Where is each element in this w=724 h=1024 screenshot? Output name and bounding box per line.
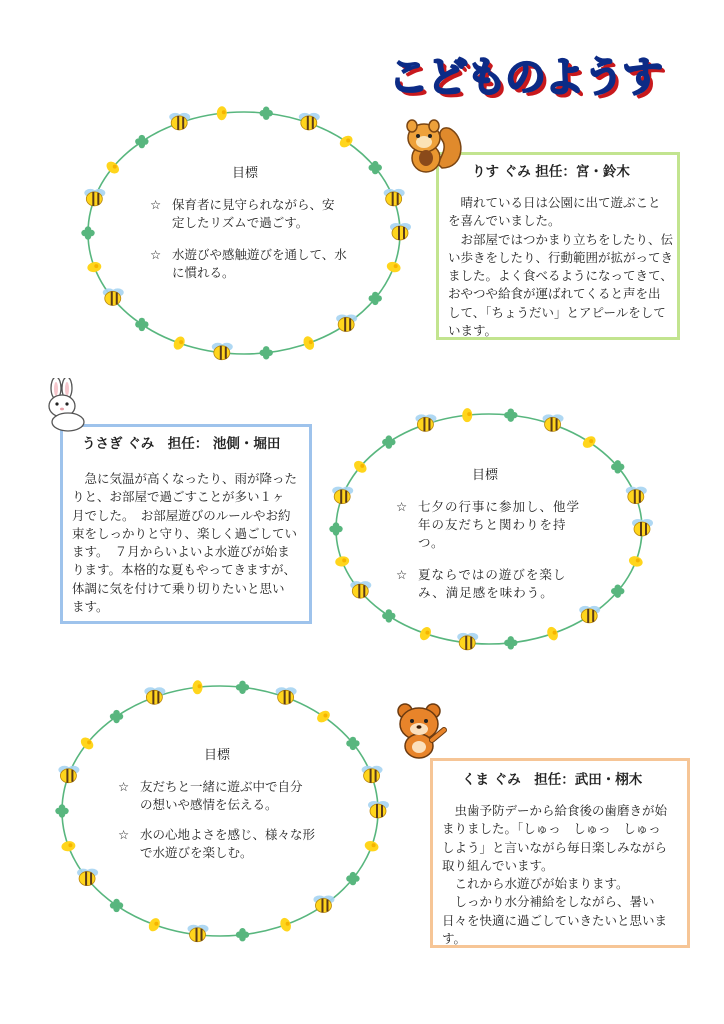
risu-body: 晴れている日は公園に出て遊ぶこと を喜んでいました。 お部屋ではつかまり立ちをしたり、伝 い歩きをしたり、行動範囲が拡がってき ました。よく食べるようになってきて、 おやつや給食が運ばれてくると声を出 して、「ちょうだい」とアピールをして います。 <box>448 195 674 339</box>
flower-icon <box>338 133 355 149</box>
bee-icon <box>368 801 389 818</box>
flower-icon <box>418 625 434 642</box>
flower-icon <box>363 839 379 853</box>
flower-icon <box>386 260 402 274</box>
bee-icon <box>626 487 647 504</box>
usagi-body: 急に気温が高くなったり、雨が降った りと、お部屋で過ごすことが多い１ヶ 月でした。 お部屋遊びのルールやお約 束をしっかりと守り、楽しく過ごしてい ます。 ７月からいよいよ水遊びが始ま ります。本格的な夏もやってきますが、 体調に気を付けて乗り切りたいと思い ます。 <box>72 471 298 615</box>
squirrel-icon <box>402 118 464 176</box>
flower-icon <box>61 840 77 852</box>
rabbit-icon <box>40 378 96 434</box>
bee-icon <box>457 633 478 650</box>
goal-item-risu-1: ☆ 保育者に見守られながら、安 定したリズムで過ごす。 <box>150 197 335 230</box>
flower-icon <box>217 106 227 120</box>
star-icon: ☆ <box>396 567 409 582</box>
goal-item-kuma-1: ☆ 友だちと一緒に遊ぶ中で自分 の想いや感情を伝える。 <box>118 779 303 812</box>
flower-icon <box>628 555 644 569</box>
bee-icon <box>144 687 165 704</box>
goal-heading-risu: 目標 <box>232 166 259 181</box>
flower-icon <box>315 708 332 724</box>
bee-icon <box>384 189 405 206</box>
flower-icon <box>192 680 202 694</box>
flower-icon <box>545 625 560 642</box>
goal-item-kuma-2: ☆ 水の心地よさを感じ、様々な形 で水遊びを楽しむ。 <box>118 827 316 860</box>
flower-icon <box>171 335 187 352</box>
star-icon: ☆ <box>150 247 162 262</box>
bee-icon <box>169 113 190 130</box>
flower-icon <box>278 916 293 933</box>
flower-icon <box>302 335 317 352</box>
flower-icon <box>147 916 163 933</box>
flower-icon <box>462 408 472 422</box>
bee-icon <box>415 414 436 431</box>
page-title: こどものようす <box>388 53 661 101</box>
bee-icon <box>299 113 320 130</box>
usagi-heading: うさぎ ぐみ 担任： 池側・堀田 <box>80 432 282 452</box>
bee-icon <box>103 288 124 305</box>
star-icon: ☆ <box>150 197 162 212</box>
bee-icon <box>632 519 653 536</box>
flower-icon <box>334 555 350 567</box>
bee-icon <box>332 487 353 504</box>
bee-icon <box>212 343 233 360</box>
bee-icon <box>390 223 411 240</box>
star-icon: ☆ <box>118 779 130 794</box>
goal-item-usagi-1: ☆ 七夕の行事に参加し、他学 年の友だちと関わりを持 つ。 <box>396 499 581 550</box>
bee-icon <box>276 687 297 704</box>
bee-icon <box>77 869 98 886</box>
star-icon: ☆ <box>118 827 130 842</box>
bee-icon <box>58 766 79 783</box>
kuma-body: 虫歯予防デーから給食後の歯磨きが始 まりました。「しゅっ しゅっ しゅっ しよう」と言いながら毎日楽しみながら 取り組んでいます。 これから水遊びが始まります。 しっかり水分補給をしながら、暑い 日々を快適に過ごしていきたいと思いま す。 <box>442 803 668 947</box>
goal-wreath-risu <box>74 98 414 368</box>
flower-icon <box>581 434 598 450</box>
risu-heading: りす ぐみ 担任：宮・鈴木 <box>472 164 630 180</box>
bee-icon <box>543 414 564 431</box>
goal-heading-usagi: 目標 <box>472 468 499 483</box>
goal-item-risu-2: ☆ 水遊びや感触遊びを通して、水 に慣れる。 <box>150 247 347 280</box>
goal-heading-kuma: 目標 <box>204 748 231 763</box>
bee-icon <box>362 766 383 783</box>
goal-item-usagi-2: ☆ 夏ならではの遊びを楽し み、満足感を味わう。 <box>396 567 567 600</box>
wreath-ring <box>74 98 414 368</box>
bee-icon <box>350 581 371 598</box>
bee-icon <box>84 189 105 206</box>
bear-icon <box>392 702 450 760</box>
kuma-heading: くま ぐみ 担任：武田・栩木 <box>462 772 643 788</box>
flower-icon <box>87 261 103 273</box>
bee-icon <box>188 925 209 942</box>
star-icon: ☆ <box>396 499 409 514</box>
